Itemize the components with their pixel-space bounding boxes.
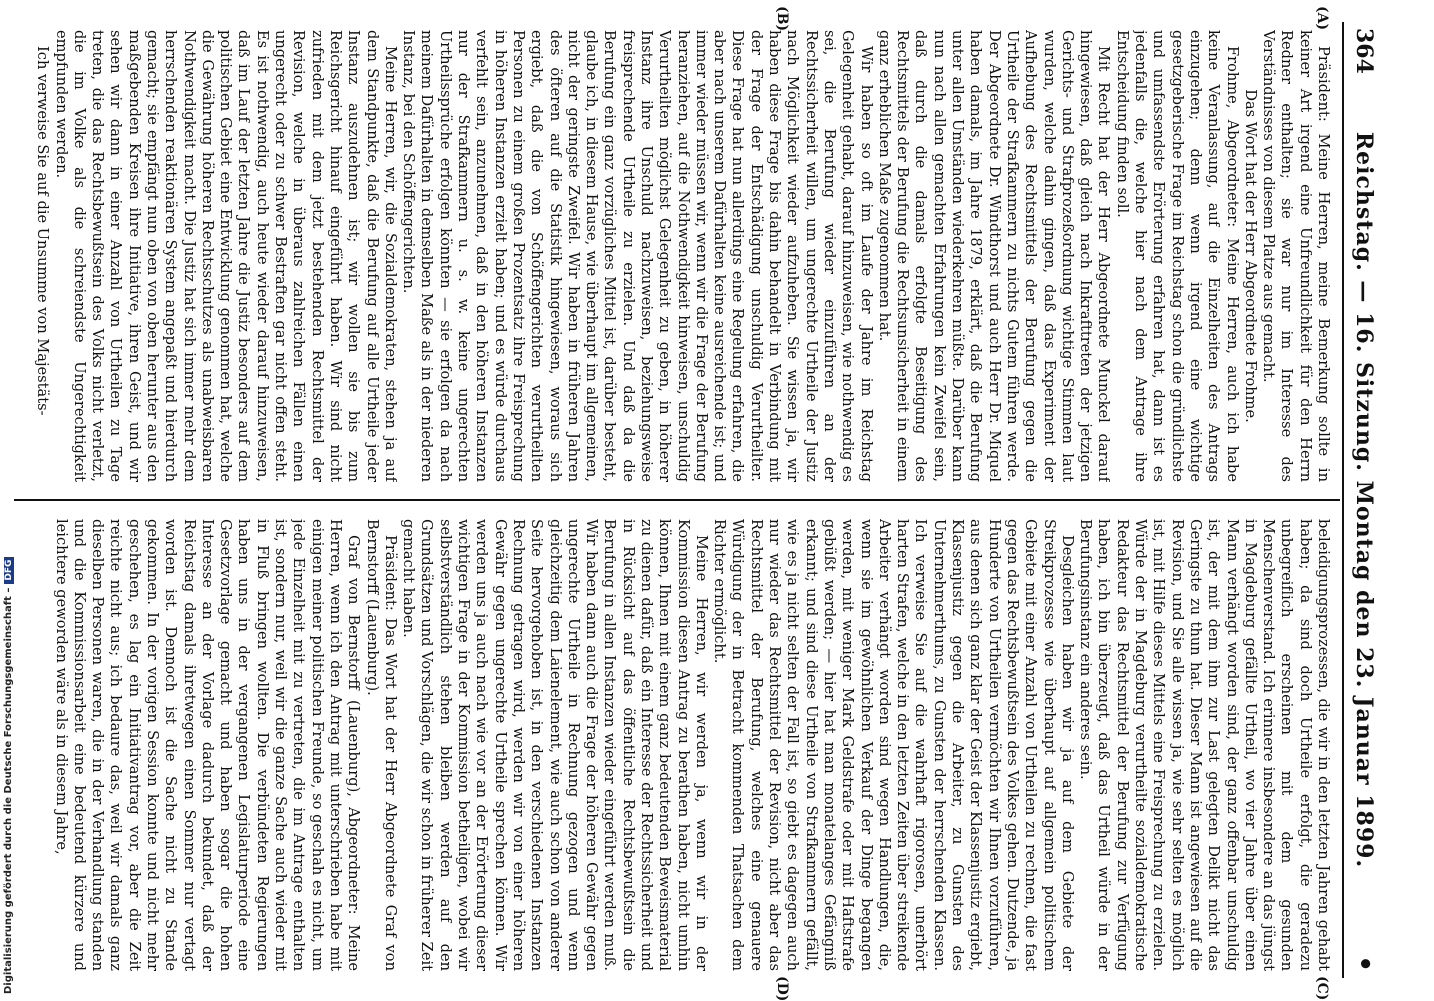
- paragraph: Desgleichen haben wir ja auf dem Gebiete der Streikprozesse wie überhaupt auf allgemein politischem Gebiete mit einer Anzahl von Urtheilen zu rechnen, die fast gegen das Rechtsbewußtsein des Volkes gehen. Dutzende, ja Hunderte von Urtheilen vermöchten wir Ihnen vorzuführen, aus denen sich ganz klar der Geist der Klassenjustiz ergiebt, Klassenjustiz gegen die Arbeiter, zu Gunsten des Unternehmerthums, zu Gunsten der herrschenden Klassen. Ich verweise Sie auf die wahrhaft rigorosen, unerhört harten Strafen, welche in den letzten Zeiten über streikende Arbeiter verhängt worden sind wegen Handlungen, die, wenn sie im gewöhnlichen Verkauf der Dinge begangen werden, mit weniger Mark Geldstrafe oder mit Haftstrafe gebüßt werden; — hier hat man monatelanges Gefängniß erkannt; und sind diese Urtheile von Strafkammern gefällt, wie es ja nicht selten der Fall ist, so giebt es dagegen auch nur wieder das Rechtsmittel der Revision, nicht aber das Rechtsmittel der Berufung, welches eine genauere Würdigung der in Betracht kommenden Thatsachen dem Richter ermöglicht.: [711, 519, 1076, 971]
- paragraph: Ich verweise Sie auf die Unsumme von Majestäts-: [34, 46, 52, 416]
- page-header: [1346, 28, 1382, 972]
- dfg-logo: DFG: [4, 557, 14, 584]
- digitization-credit: [2, 4, 16, 994]
- paragraph: Präsident: Meine Herren, meine Bemerkung sollte in keiner Art irgend eine Unfreundlichkeit für den Herrn Redner enthalten; sie war nur im Interesse des Verständnisses von diesem Platze aus gemacht.: [1260, 30, 1332, 482]
- paragraph: Das Wort hat der Herr Abgeordnete Frohme.: [1241, 89, 1259, 423]
- left-column: [14, 30, 1332, 482]
- margin-marker-d: (D): [774, 976, 790, 1001]
- paragraph: Meine Herren, wir, die Sozialdemokraten, stehen ja auf dem Standpunkte, daß die Berufung auf alle Urtheile jeder Instanz auszudehnen ist; wir wollen sie bis zum Reichsgericht hinauf eingeführt haben. Wir sind nicht zufrieden mit dem jetzt bestehenden Rechtsmittel der Revision, welche in überaus zahlreichen Fällen einen ungerecht oder zu schwer Bestraften gar nicht offen steht. Es ist nothwendig, auch heute wieder darauf hinzuweisen, daß im Lauf der letzten Jahre die Justiz besonders auf dem politischen Gebiet eine Entwicklung genommen hat, welche die Gewährung höheren Rechtsschutzes als unabweisbaren Nothwendigkeit macht. Die Justiz hat sich immer mehr dem herrschenden reaktionären System angepaßt und hierdurch gemacht; sie empfängt nun oben von oben herunter aus den maßgebenden Kreisen ihre Initiative, ihren Geist, und wir sehen wir dann in einer Anzahl von Urtheilen zu Tage treten, die das Rechtsbewußtsein des Volks nicht verletzt, die im Volke als die schreiendste Ungerechtigkeit empfunden werden.: [52, 30, 399, 482]
- paragraph: Meine Herren, wir werden ja, wenn wir in der Kommission diesen Antrag zu berathen haben, nicht umhin können, Ihnen mit einem ganz bedeutenden Beweismaterial zu dienen dafür, daß ein Interesse der Rechtssicherheit und in Rücksicht auf das öffentliche Rechtsbewußtsein die Berufung in allen Instanzen wieder eingeführt werden muß. Wir haben dann auch die Frage der höheren Gewähr gegen ungerechte Urtheile in Rechnung gezogen und wenn gleichzeitig dem Laienelement, wie auch schon von anderer Seite hervorgehoben ist, in den verschiedenen Instanzen Rechnung getragen wird, werden wir von einer höheren Gewähr gegen ungerechte Urtheile sprechen können. Wir werden uns ja auch nach wie vor an der Erörterung dieser wichtigen Frage in der Kommission betheiligen, wobei wir selbstverständlich stehen bleiben werden auf den Grundsätzen und Vorschlägen, die wir schon in früherer Zeit gemacht haben.: [400, 519, 710, 971]
- header-title: Reichstag. — 16. Sitzung. Montag den 23. Januar 1899.: [1351, 131, 1377, 869]
- credit-text: Digitalisierung gefördert durch die Deutsche Forschungsgemeinschaft –: [3, 587, 14, 994]
- paragraph: Frohme, Abgeordneter: Meine Herren, auch ich habe keine Veranlassung, auf die Einzelheiten des Antrags einzugehen; denn wenn irgend eine wichtige gesetzgeberische Frage im Reichstag schon die gründlichste und umfassendste Erörterung erfahren hat, dann ist es jedenfalls die, welche hier nach dem Antrage ihre Entscheidung finden soll.: [1113, 30, 1241, 482]
- header-rule: [1342, 22, 1344, 978]
- paragraph: Präsident: Das Wort hat der Herr Abgeordnete Graf von Bernstorff (Lauenburg).: [363, 519, 399, 971]
- margin-marker-a: (A): [1314, 6, 1330, 31]
- right-column: [14, 519, 1332, 971]
- paragraph: Wir haben so oft im Laufe der Jahre im Reichstag Gelegenheit gehabt, darauf hinzuweisen, wie nothwendig es sei, die Berufung wieder einzuführen an der Rechtssicherheit willen, um ungerechte Urtheile der Justiz nach Möglichkeit wieder aufzuheben. Sie wissen ja, wir haben diese Frage bis dahin behandelt in Verbindung mit der Frage der Entschädigung unschuldig Verurtheilter. Diese Frage hat nun allerdings eine Regelung erfahren, die aber nach unserem Dafürhalten keine ausreichende ist; und immer wieder müssen wir, wenn wir die Frage der Berufung heranziehen, auf die Nothwendigkeit hinweisen, unschuldig Verurtheilten möglichst Gelegenheit zu geben, in höherer Instanz ihre Unschuld nachzuweisen, beziehungsweise freisprechende Urtheile zu erzielen. Und daß da die Berufung ein ganz vorzügliches Mittel ist, darüber besteht, glaube ich, in diesem Hause, wie überhaupt im allgemeinen, nicht der geringste Zweifel. Wir haben in früheren Jahren des öfteren auf die Statistik hingewiesen, woraus sich ergiebt, daß die von Schöffengerichten verurtheilten Personen zu einem großen Prozentsatz ihre Freisprechung in höheren Instanzen erzielt haben; und es würde durchaus verfehlt sein, anzunehmen, daß in den höheren Instanzen nur der Strafkammern u. s. w. keine ungerechten Urtheilssprüche erfolgen könnten — sie erfolgen da nach meinem Dafürhalten in demselben Maße als in der niederen Instanz, bei den Schöffengerichten.: [400, 30, 875, 482]
- page-number: 364: [1351, 28, 1377, 74]
- header-mark: •: [1349, 955, 1379, 972]
- paragraph: Mit Recht hat der Herr Abgeordnete Munckel darauf hingewiesen, daß gleich nach Inkrafttreten der jetzigen Gerichts- und Strafprozeßordnung wichtige Stimmen laut wurden, welche dahin gingen, daß das Experiment der Aufhebung des Rechtsmittels der Berufung gegen die Urtheile der Strafkammern zu nichts Gutem führen werde. Der Abgeordnete Dr. Windthorst und auch Herr Dr. Miquel haben damals, im Jahre 1879, erklärt, daß die Berufung unter allen Umständen wiederkehren müßte. Darüber kann nun nach allen gemachten Erfahrungen kein Zweifel sein, daß durch die damals erfolgte Beseitigung des Rechtsmittels der Berufung die Rechtsunsicherheit in einem ganz erheblichen Maße zugenommen hat.: [875, 30, 1113, 482]
- column-divider: [14, 499, 1340, 501]
- paragraph: Graf von Bernstorff (Lauenburg), Abgeordneter: Meine Herren, wenn ich den Antrag mit unterschrieben habe mit einigen meiner politischen Freunde, so geschah es nicht, um jede Einzelheit mit zu vertreten, die im Antrage enthalten ist, sondern nur, weil wir die ganze Sache auch wieder mit in Fluß bringen wollten. Die verbündeten Regierungen haben uns in der vergangenen Legislaturperiode eine Gesetzvorlage gemacht und haben sogar die hohen Interesse an der Vorlage dadurch bekundet, daß der Reichstag damals ihretwegen einen Sommer nur vertagt worden ist. Dennoch ist die Sache nicht zu Stande gekommen. In der vorigen Session konnte und nicht mehr geschehen, es lag ein Initiativantrag vor, aber die Zeit reichte nicht aus; ich bedaure das, weil wir damals ganz dieselben Personen waren, die in der Verhandlung standen und die Kommissionsarbeit eine bedeutend kürzere und leichtere geworden wäre als in diesem Jahre,: [52, 519, 363, 971]
- paragraph: beleidigungsprozessen, die wir in den letzten Jahren gehabt haben; da sind doch Urtheile erfolgt, die geradezu unbegreiflich erscheinen mit dem gesunden Menschenverstand. Ich erinnere insbesondere an das jüngst in Magdeburg gefällte Urtheil, wo vier Jahre über einen Mann verhängt worden sind, der ganz offenbar unschuldig ist, der mit dem ihm zur Last gelegten Delikt nicht das Geringste zu thun hat. Dieser Mann ist angewiesen auf die Revision, und Sie alle wissen ja, wie sehr selten es möglich ist, mit Hilfe dieses Mittels eine Freisprechung zu erzielen. Würde der in Magdeburg verurtheilte sozialdemokratische Redakteur das Rechtsmittel der Berufung zur Verfügung haben, ich bin überzeugt, daß das Urtheil würde in der Berufungsinstanz ein anderes sein.: [1077, 519, 1332, 971]
- margin-marker-c: (C): [1314, 976, 1330, 1001]
- margin-marker-b: (B): [774, 6, 790, 32]
